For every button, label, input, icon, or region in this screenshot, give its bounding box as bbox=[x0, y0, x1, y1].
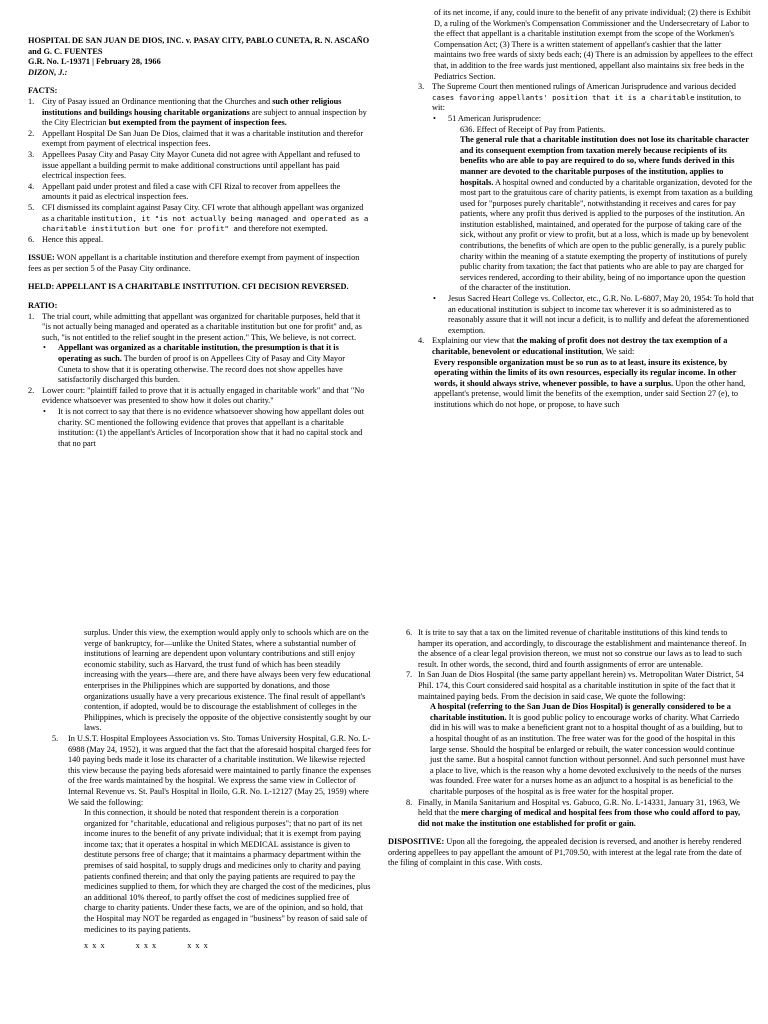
facts-item-1 bbox=[28, 97, 370, 129]
item-number: 5. bbox=[28, 202, 35, 212]
jesus-sacred-heart-bullet bbox=[418, 294, 754, 336]
text: Appellant Hospital De San Juan De Dios, claimed that it was a charitable institution and therefor exempt from payment of electrical inspection fees. bbox=[42, 128, 364, 149]
text: A hospital owned and conducted by a charitable organization, devoted for the most part to the gratuitous care of charity patients, is exempt from taxation as a building used for "purposes purely charitable", notwithstanding it receives and cares for pay patients, where any profit thus derived is applied to the purposes of the institution. An institution established, maintained, and operated for the purpose of taking care of the sick, without any profit or view to profit, but at a loss, which is made up by benevolent contributions, the benefits of which are open to the public generally, is a purely public charity within the meaning of a statute exempting the property of institutions of purely public charity from taxation; the fact that patients who are able to pay are charged for services rendered, according to their ability, being of no importance upon the question of the character of the institution. bbox=[460, 177, 753, 293]
text-bold: mere charging of medical and hospital fees from those who could afford to pay, did not make the institution one established for profit or gain. bbox=[418, 808, 741, 828]
item-number: 6. bbox=[406, 628, 413, 637]
case-ponente: DIZON, J.: bbox=[28, 67, 68, 77]
item-number: 3. bbox=[418, 82, 425, 92]
text: are subject to annual inspection by the City Electrician bbox=[42, 107, 367, 128]
facts-item-3 bbox=[28, 150, 370, 182]
bullet-icon: • bbox=[433, 113, 436, 123]
item-number: 2. bbox=[28, 385, 35, 395]
text: Appellees Pasay City and Pasay City Mayor Cuneta did not agree with Appellant and refused to issue appellant a building permit to make additional constructions until appellant has paid electrical inspection fees. bbox=[42, 149, 361, 181]
text-bold: A hospital (referring to the San Juan de Dios Hospital) is generally considered to be a charitable institution. bbox=[430, 702, 731, 722]
bullet-icon: • bbox=[433, 294, 436, 304]
ratio-item-2 bbox=[28, 386, 370, 407]
text: Lower court: "plaintiff failed to prove that it is actually engaged in charitable work" and that "No evidence whatsoever was presented to show how it doles out charity." bbox=[42, 385, 365, 406]
text: It is good public policy to encourage works of charity. What Carriedo did in his will was to make a beneficient grant not to a hospital thought of as a building, but to a hospital thought of as an institution. The free water was for the good of the hospital in this large sense. Should the hospital be enlarged or rebuilt, the water concession would continue just the same. But a hospital cannot function without personnel. And such personnel must have a place to live, which is the reason why a home devoted exclusively to the needs of the nurses was founded. Free water for a nurses home as an adjunct to a hospital is as beneficial to the charitable purposes of the hospital as is free water for the hospital proper. bbox=[430, 712, 745, 796]
text: Upon the other hand, appellant's pretense, would limit the benefits of the exemption, under said Section 27 (e), to institutions which do not hope, or propose, to have such bbox=[434, 378, 746, 409]
text: , We said: bbox=[601, 347, 635, 356]
text: It is trite to say that a tax on the limited revenue of charitable institutions of this kind tends to hamper its operation, and accordingly, to discourage the establishment and maintenance thereof. In the absence of a clear legal provision thereon, we must not so construe our laws as to lead to such result. In other words, the second, third and fourth assignments of error are untenable. bbox=[418, 628, 747, 669]
text: Finally, in Manila Sanitarium and Hospital vs. Gabuco, G.R. No. L-14331, January 31, 1963, We held that the bbox=[418, 797, 740, 818]
ratio-item-7 bbox=[388, 670, 748, 702]
text-bold: Every responsible organization must be so run as to at least, insure its existence, by operating within the limits of its own resources, especially its regular income. In other words, it should always strive, whenever possible, to have a surplus. bbox=[434, 357, 737, 388]
facts-item-4 bbox=[28, 182, 370, 203]
bullet-icon: • bbox=[43, 343, 46, 353]
text-bold: but exempted from the payment of inspection fees. bbox=[108, 118, 287, 128]
ratio-item-4 bbox=[418, 336, 754, 357]
top-left-column bbox=[28, 36, 370, 449]
text: In San Juan de Dios Hospital (the same party appellant herein) vs. Metropolitan Water District, 54 Phil. 174, this Court considered said hospital as a charitable institution in spite of the fact that it maintained paying beds. From the decision in said case, We quote the following: bbox=[418, 670, 744, 701]
st-pauls-quote: In this connection, it should be noted that respondent therein is a corporation organized for "charitable, educational and religious purposes"; that no part of its net income inures to the benefit of any private individual; that it is exempt from paying income tax; that it operates a hospital in which MEDICAL assistance is given to destitute persons free of charge; that it maintains a pharmacy department within the premises of said hospital, to supply drugs and medicines only to charity and paying patients confined therein; and that only the paying patients are required to pay the medicines supplied to them, for which they are charged the cost of the medicines, plus an additional 10% thereof, to partly offset the cost of medicines supplied free of charge to charity patients. Under these facts, we are of the opinion, and so hold, that the Hospital may NOT be regarded as engaged in "business" by reason of said sale of medicines to its paying patients. bbox=[84, 808, 371, 934]
facts-item-5 bbox=[28, 203, 370, 235]
text: In U.S.T. Hospital Employees Association vs. Sto. Tomas University Hospital, G.R. No. L-6988 (May 24, 1952), it was argued that the fact that the aforesaid hospital charged fees for 140 paying beds made it lose its character of a charitable institution. We likewise rejected this view because the paying beds aforesaid were maintained to partly finance the expenses of the free wards maintained by the hospital. We express the same view in Collector of Internal Revenue vs. St. Paul's Hospital in Iloilo, G.R. No. L-12127 (May 25, 1959) where We said the following: bbox=[68, 733, 371, 807]
omission-mark: x x x bbox=[187, 941, 209, 951]
ratio-heading: RATIO: bbox=[28, 301, 58, 311]
item-number: 1. bbox=[28, 311, 35, 321]
omission-mark: x x x bbox=[84, 941, 106, 951]
dispositive-paragraph bbox=[388, 837, 748, 869]
bullet-icon: • bbox=[43, 407, 46, 416]
ratio-item-6 bbox=[388, 628, 748, 670]
ratio-item-1-bullet bbox=[28, 343, 370, 385]
facts-item-2 bbox=[28, 129, 370, 150]
ratio-item-1 bbox=[28, 312, 370, 344]
case-gr-number: G.R. No. L-19371 | February 28, 1966 bbox=[28, 57, 161, 67]
top-right-column bbox=[418, 8, 754, 411]
ratio-item-2-bullet bbox=[28, 407, 370, 449]
text: Explaining our view that bbox=[432, 336, 517, 346]
text: It is not correct to say that there is no evidence whatsoever showing how appellant doles out charity. SC mentioned the following evidence that proves that appellant is a charitable institution: (1) the appellant's Articles of Incorporation show that it had no capital stock and that no part bbox=[58, 407, 364, 448]
facts-item-6 bbox=[28, 235, 370, 246]
bottom-left-column bbox=[28, 628, 372, 952]
ratio-item-3 bbox=[418, 82, 754, 114]
text: The Supreme Court then mentioned rulings of American Jurisprudence and various decided bbox=[432, 82, 736, 92]
item-number: 5. bbox=[52, 733, 59, 743]
text-mono: tution, it "is not actually being managed and operated as a charitable institution but one for profit" and bbox=[42, 213, 369, 234]
page-bottom bbox=[0, 512, 768, 1024]
text: The trial court, while admitting that appellant was organized for charitable purposes, held that it "is not actually being managed and operated as a charitable institution but one for profit" and, as such, "is not entitled to the relief sought in the present action." This, We believe, is not correct. bbox=[42, 311, 362, 342]
ratio-item-2-continued: of its net income, if any, could inure to the benefit of any private individual; (2) there is Exhibit D, a ruling of the Workmen's Compensation Commissioner and the Undersecretary of Labor to the effect that appellant is a charitable institution exempt from the scope of the Workmen's Compensation Act; (3) There is a written statement of appellant's cashier that the latter maintains two free wards of sixty beds each; (4) There is an admission by appellees to the effect that, in addition to the free wards just mentioned, appellant also maintains six free beds in the Pediatrics Section. bbox=[434, 8, 753, 81]
dispositive-label: DISPOSITIVE: bbox=[388, 837, 445, 847]
item-number: 1. bbox=[28, 96, 35, 106]
held-heading: HELD: APPELLANT IS A CHARITABLE INSTITUTION. CFI DECISION REVERSED. bbox=[28, 282, 349, 292]
omission-marks bbox=[28, 941, 372, 952]
text: institution, to wit: bbox=[432, 92, 741, 113]
ratio-item-4-continued: surplus. Under this view, the exemption would apply only to schools which are on the verge of bankruptcy, for—unlike the United States, where a substantial number of institutions of learning are dependent upon voluntary contributions and still enjoy economic stability, such as Harvard, the trust fund of which has been steadily increasing with the years—there are, and there have always been very few educational enterprises in the Philippines which are supported by donations, and those organizations usually have a very precarious existence. The final result of appellant's contention, if adopted, would be to discourage the establishment of colleges in the Philippines, which is precisely the opposite of the objective consistently sought by our laws. bbox=[84, 628, 371, 733]
dispositive-text: Upon all the foregoing, the appealed decision is reversed, and another is hereby rendered ordering appellees to pay appellant the amount of P1,709.50, with interest at the legal rate from the date of the filing of complaint in this case. With costs. bbox=[388, 837, 742, 868]
text: The burden of proof is on Appellees City of Pasay and City Mayor Cuneta to show that it is operating otherwise. The record does not show appelles have satisfactorily discharged this burden. bbox=[58, 354, 345, 385]
issue-paragraph bbox=[28, 253, 370, 274]
issue-label: ISSUE: bbox=[28, 253, 55, 263]
case-title: HOSPITAL DE SAN JUAN DE DIOS, INC. v. PASAY CITY, PABLO CUNETA, R. N. ASCAÑO and G. C. FUENTES bbox=[28, 36, 370, 56]
item-number: 8. bbox=[406, 797, 413, 807]
am-jur-quote bbox=[418, 125, 754, 295]
item-number: 2. bbox=[28, 128, 35, 138]
ratio-item-4-quote bbox=[418, 358, 754, 411]
item-number: 3. bbox=[28, 149, 35, 159]
bottom-right-column bbox=[388, 628, 748, 869]
item-number: 6. bbox=[28, 234, 35, 244]
text: City of Pasay issued an Ordinance mentioning that the Churches and bbox=[42, 96, 273, 106]
ratio-item-8 bbox=[388, 798, 748, 830]
text: 636. Effect of Receipt of Pay from Patients. bbox=[460, 124, 606, 134]
ratio-item-5 bbox=[28, 734, 372, 808]
issue-text: WON appellant is a charitable institution and therefore exempt from payment of inspection fees as per section 5 of the Pasay City ordinance. bbox=[28, 253, 360, 273]
item-number: 4. bbox=[28, 181, 35, 191]
text-bold: the making of profit does not destroy the tax exemption of a charitable, benevolent or educational institution bbox=[432, 336, 728, 356]
item-number: 4. bbox=[418, 336, 425, 346]
text-bold: Appellant was organized as a charitable institution, the presumption is that it is operating as such. bbox=[58, 343, 339, 364]
text-bold: The general rule that a charitable institution does not lose its charitable character and its consequent exemption from taxation merely because recipients of its benefits who are able to pay are required to do so, where funds derived in this manner are devoted to the charitable purposes of the institution, applies to hospitals. bbox=[460, 135, 749, 187]
text: Jesus Sacred Heart College vs. Collector, etc., G.R. No. L-6807, May 20, 1954: To hold that an educational institution is subject to income tax wherever it is so administered as to reasonably assure that it will not incur a deficit, is to nullify and defeat the aforementioned exemption. bbox=[448, 294, 754, 335]
item-number: 7. bbox=[406, 670, 413, 680]
text: therefore not exempted. bbox=[246, 224, 328, 234]
text-bold: such other religious institutions and buildings housing charitable organizations bbox=[42, 96, 342, 117]
omission-mark: x x x bbox=[135, 941, 158, 951]
text-mono: cases favoring appellants' position that it is a charitable bbox=[432, 92, 695, 102]
text: CFI dismissed its complaint against Pasay City. CFI wrote that although appellant was organized as a charitable insti bbox=[42, 202, 364, 223]
facts-heading: FACTS: bbox=[28, 86, 58, 96]
text: 51 American Jurisprudence: bbox=[448, 113, 542, 123]
text: Appellant paid under protest and filed a case with CFI Rizal to recover from appellees the amounts it paid as electrical inspection fees. bbox=[42, 181, 341, 202]
metropolitan-water-quote bbox=[388, 702, 748, 797]
am-jur-bullet bbox=[418, 114, 754, 125]
text: Hence this appeal. bbox=[42, 234, 104, 244]
